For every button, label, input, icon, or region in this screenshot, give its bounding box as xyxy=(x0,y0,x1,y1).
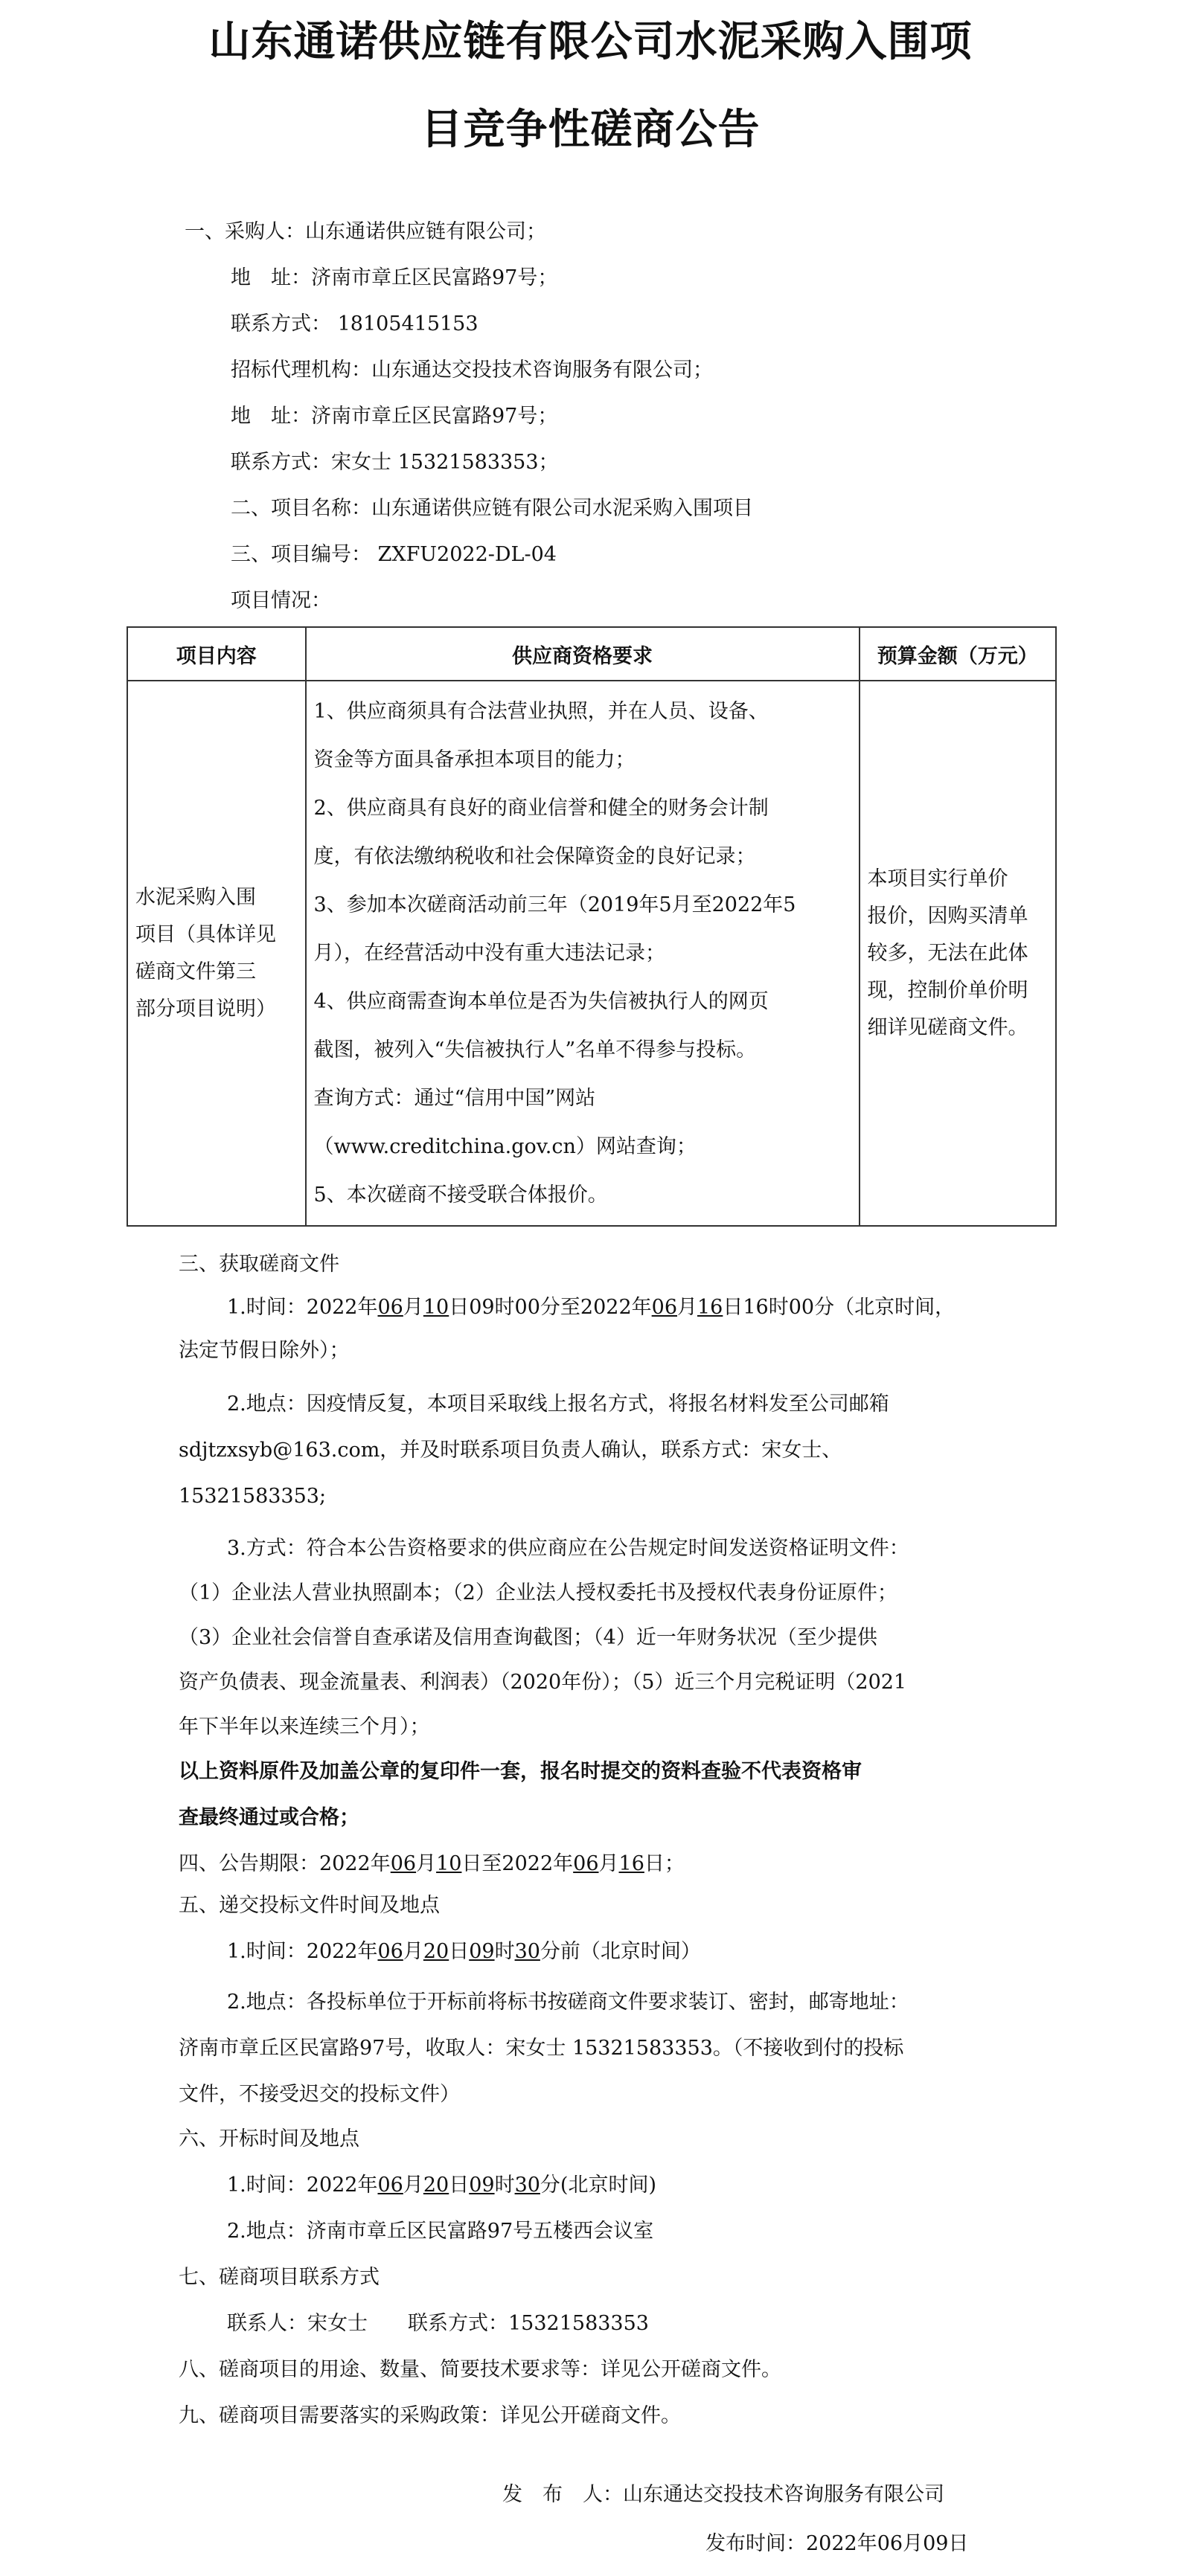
header-project-content: 项目内容 xyxy=(127,627,306,681)
section-6-time: 1.时间：2022年06月20日09时30分(北京时间) xyxy=(227,2174,656,2197)
purchaser-address: 地 址：济南市章丘区民富路97号； xyxy=(231,266,558,289)
section-4-period: 四、公告期限：2022年06月10日至2022年06月16日； xyxy=(179,1852,685,1875)
cell-text: 资金等方面具备承担本项目的能力； xyxy=(313,748,636,771)
agency-address: 地 址：济南市章丘区民富路97号； xyxy=(231,405,558,428)
project-number: 三、项目编号： ZXFU2022-DL-04 xyxy=(231,543,557,566)
section-8: 八、磋商项目的用途、数量、简要技术要求等：详见公开磋商文件。 xyxy=(179,2358,781,2381)
cell-text: 报价，因购买清单 xyxy=(867,904,1028,928)
section-3-method-4: 资产负债表、现金流量表、利润表）（2020年份）；（5）近三个月完税证明（2021 xyxy=(179,1671,907,1694)
purchaser-contact: 联系方式： 18105415153 xyxy=(231,312,479,335)
project-content-cell xyxy=(127,681,306,1226)
header-qualification: 供应商资格要求 xyxy=(306,627,860,681)
project-status-label: 项目情况： xyxy=(231,589,331,612)
cell-text: 水泥采购入围 xyxy=(135,885,256,909)
section-3-place-1: 2.地点：因疫情反复，本项目采取线上报名方式，将报名材料发至公司邮箱 xyxy=(227,1393,889,1416)
cell-text: 月），在经营活动中没有重大违法记录； xyxy=(313,942,666,965)
cell-text: 5、本次磋商不接受联合体报价。 xyxy=(313,1183,608,1207)
cell-text: 细详见磋商文件。 xyxy=(867,1015,1028,1039)
publish-date: 发布时间：2022年06月09日 xyxy=(705,2532,969,2555)
section-3-time-cont: 法定节假日除外）； xyxy=(179,1339,350,1362)
section-5-time: 1.时间：2022年06月20日09时30分前（北京时间） xyxy=(227,1940,701,1963)
section-9: 九、磋商项目需要落实的采购政策：详见公开磋商文件。 xyxy=(179,2404,681,2427)
cell-text: 本项目实行单价 xyxy=(867,867,1008,890)
agency-line: 招标代理机构：山东通达交投技术咨询服务有限公司； xyxy=(231,359,713,382)
section-5-place-2: 济南市章丘区民富路97号，收取人：宋女士 15321583353。（不接收到付的投标 xyxy=(179,2037,904,2060)
agency-contact: 联系方式：宋女士 15321583353； xyxy=(231,451,559,474)
table-header-row xyxy=(127,627,1056,681)
section-3-method-2: （1）企业法人营业执照副本；（2）企业法人授权委托书及授权代表身份证原件； xyxy=(179,1581,897,1605)
header-budget: 预算金额（万元） xyxy=(860,627,1056,681)
project-table xyxy=(127,626,1057,1227)
cell-text: 截图，被列入“失信被执行人”名单不得参与投标。 xyxy=(313,1038,757,1061)
section-3-bold-2: 查最终通过或合格； xyxy=(179,1806,359,1829)
section-3-method-1: 3.方式：符合本公告资格要求的供应商应在公告规定时间发送资格证明文件： xyxy=(227,1537,909,1560)
cell-text: 查询方式：通过“信用中国”网站 xyxy=(313,1087,596,1110)
cell-text: 2、供应商具有良好的商业信誉和健全的财务会计制 xyxy=(313,797,769,820)
cell-text: 项目（具体详见 xyxy=(135,922,276,946)
cell-text: 较多，无法在此体 xyxy=(867,941,1028,965)
section-3-place-2: sdjtzxsyb@163.com，并及时联系项目负责人确认，联系方式：宋女士、 xyxy=(179,1439,842,1462)
section-7-heading: 七、磋商项目联系方式 xyxy=(179,2266,380,2289)
document-title-line-2: 目竞争性磋商公告 xyxy=(420,106,761,154)
cell-text: 现，控制价单价明 xyxy=(867,978,1028,1002)
qualification-cell xyxy=(306,681,860,1226)
cell-text: 4、供应商需查询本单位是否为失信被执行人的网页 xyxy=(313,990,769,1013)
section-5-place-1: 2.地点：各投标单位于开标前将标书按磋商文件要求装订、密封，邮寄地址： xyxy=(227,1991,909,2014)
section-3-heading: 三、获取磋商文件 xyxy=(179,1253,339,1276)
section-3-method-5: 年下半年以来连续三个月）； xyxy=(179,1715,430,1738)
budget-cell xyxy=(860,681,1056,1226)
project-name: 二、项目名称：山东通诺供应链有限公司水泥采购入围项目 xyxy=(231,497,753,520)
cell-text: 部分项目说明） xyxy=(135,997,276,1021)
table-row xyxy=(127,681,1056,1226)
section-3-bold-1: 以上资料原件及加盖公章的复印件一套，报名时提交的资料查验不代表资格审 xyxy=(179,1760,862,1783)
cell-text: 度，有依法缴纳税收和社会保障资金的良好记录； xyxy=(313,845,756,868)
cell-text: （www.creditchina.gov.cn）网站查询； xyxy=(313,1135,697,1158)
cell-text: 磋商文件第三 xyxy=(135,960,256,983)
publisher: 发 布 人：山东通达交投技术咨询服务有限公司 xyxy=(502,2483,944,2506)
section-7-contact: 联系人：宋女士 联系方式：15321583353 xyxy=(227,2312,649,2335)
section-6-place: 2.地点：济南市章丘区民富路97号五楼西会议室 xyxy=(227,2220,654,2243)
section-3-method-3: （3）企业社会信誉自查承诺及信用查询截图；（4）近一年财务状况（至少提供 xyxy=(179,1626,877,1649)
cell-text: 3、参加本次磋商活动前三年（2019年5月至2022年5 xyxy=(313,893,796,916)
section-3-place-3: 15321583353; xyxy=(179,1485,327,1508)
purchaser-line: 一、采购人：山东通诺供应链有限公司； xyxy=(185,220,546,243)
section-6-heading: 六、开标时间及地点 xyxy=(179,2127,359,2151)
section-5-heading: 五、递交投标文件时间及地点 xyxy=(179,1894,440,1917)
section-5-place-3: 文件，不接受迟交的投标文件） xyxy=(179,2083,460,2106)
cell-text: 1、供应商须具有合法营业执照，并在人员、设备、 xyxy=(313,700,769,723)
section-3-time: 1.时间：2022年06月10日09时00分至2022年06月16日16时00分（北京时间， xyxy=(227,1296,956,1319)
document-title-line-1: 山东通诺供应链有限公司水泥采购入围项 xyxy=(208,18,973,66)
